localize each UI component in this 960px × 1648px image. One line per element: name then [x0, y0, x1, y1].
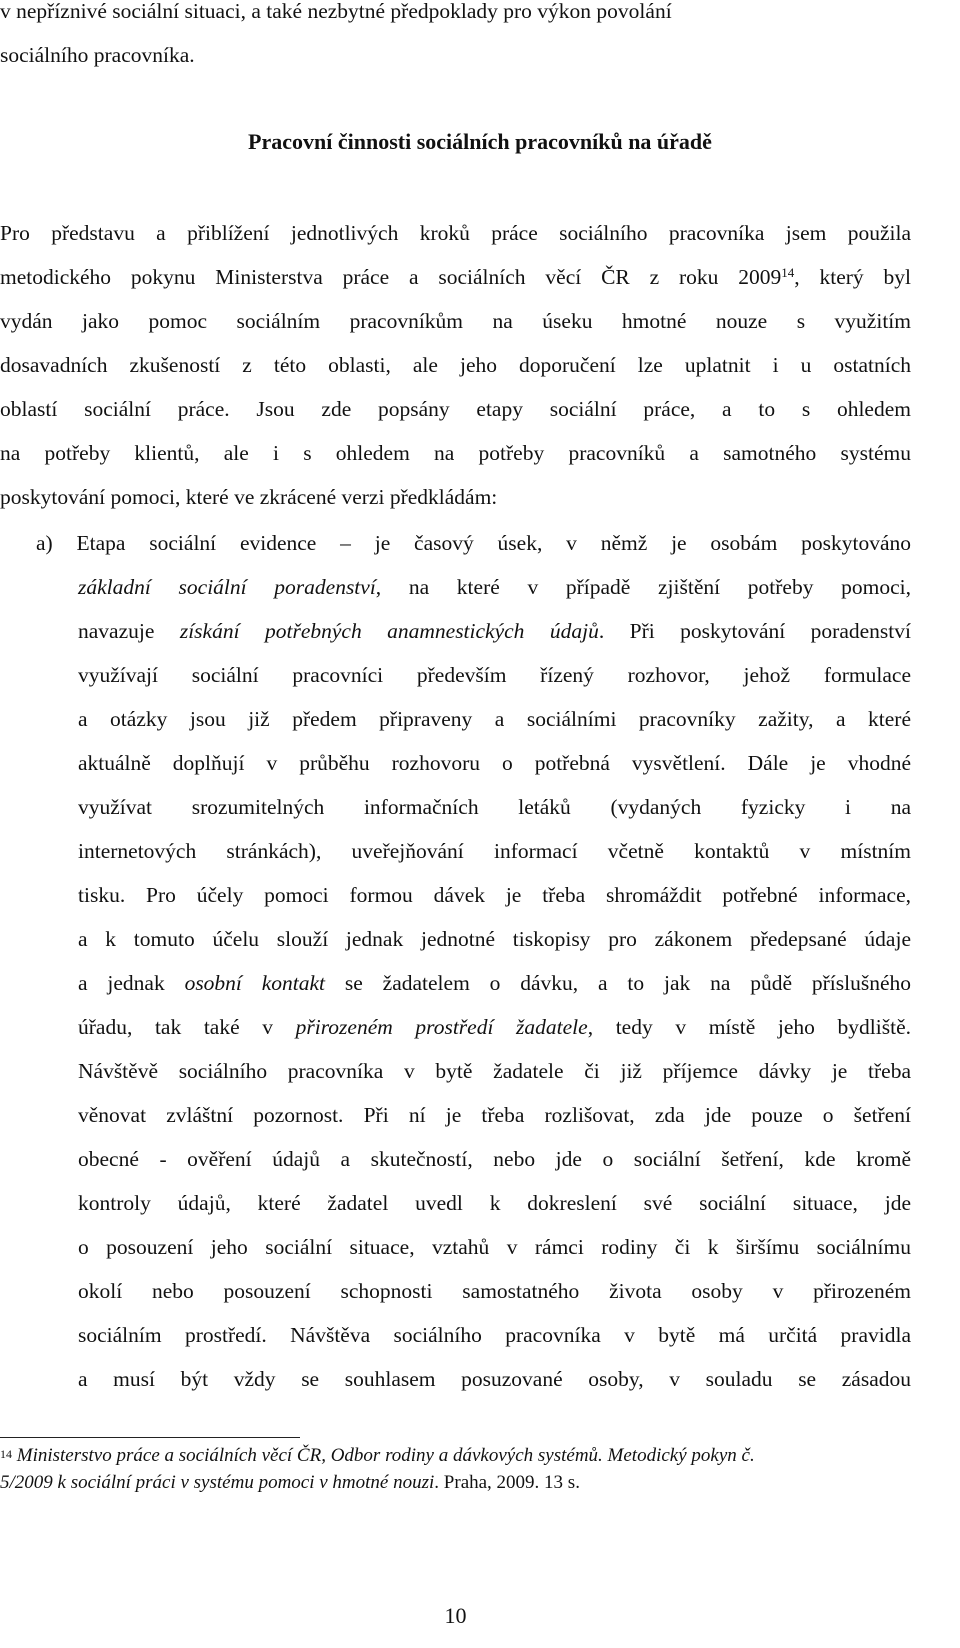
page-number: 10 [444, 1603, 467, 1628]
text-line: na potřeby klientů, ale i s ohledem na potřeby pracovníků a samotného systému [0, 441, 911, 465]
section-heading: Pracovní činnosti sociálních pracovníků na úřadě [248, 129, 712, 154]
text-line: internetových stránkách), uveřejňování informací včetně kontaktů v místním [78, 839, 911, 863]
text-line: oblastí sociální práce. Jsou zde popsány etapy sociální práce, a to s ohledem [0, 397, 911, 421]
text-line: sociálního pracovníka. [0, 43, 195, 67]
footnote-line: 5/2009 k sociální práci v systému pomoci v hmotné nouzi. Praha, 2009. 13 s. [0, 1472, 580, 1493]
text-line: sociálním prostředí. Návštěva sociálního pracovníka v bytě má určitá pravidla [78, 1323, 911, 1347]
text-line: využívat srozumitelných informačních letáků (vydaných fyzicky i na [78, 795, 911, 819]
text-line: tisku. Pro účely pomoci formou dávek je třeba shromáždit potřebné informace, [78, 883, 911, 907]
text-line: a k tomuto účelu slouží jednak jednotné tiskopisy pro zákonem předepsané údaje [78, 927, 911, 951]
text-line: Pro představu a přiblížení jednotlivých kroků práce sociálního pracovníka jsem použila [0, 221, 911, 245]
footnote-line: $^{14}$ Ministerstvo práce a sociálních věcí ČR, Odbor rodiny a dávkových systémů. Metodický pokyn č. [0, 1445, 755, 1466]
footnote-divider [0, 1437, 300, 1438]
footnote-ref: 14 [781, 265, 795, 280]
text-line: a musí být vždy se souhlasem posuzované osoby, v souladu se zásadou [78, 1367, 911, 1391]
text-line: vydán jako pomoc sociálním pracovníkům na úseku hmotné nouze s využitím [0, 309, 911, 333]
text-line: využívají sociální pracovníci především řízený rozhovor, jehož formulace [78, 663, 911, 687]
text-line: aktuálně doplňují v průběhu rozhovoru o potřebná vysvětlení. Dále je vhodné [78, 751, 911, 775]
text-line: poskytování pomoci, které ve zkrácené verzi předkládám: [0, 485, 498, 509]
text-line: věnovat zvláštní pozornost. Při ní je třeba rozlišovat, zda jde pouze o šetření [78, 1103, 911, 1127]
text-line: a otázky jsou již předem připraveny a sociálními pracovníky zažity, a které [78, 707, 911, 731]
text-line: v nepříznivé sociální situaci, a také nezbytné předpoklady pro výkon povolání [0, 0, 672, 23]
text-line: kontroly údajů, které žadatel uvedl k dokreslení své sociální situace, jde [78, 1191, 911, 1215]
text-line: o posouzení jeho sociální situace, vztahů v rámci rodiny či k širšímu sociálnímu [78, 1235, 911, 1259]
text-line: navazuje získání potřebných anamnestických údajů. Při poskytování poradenství [78, 619, 911, 643]
footnote-number: 14 [0, 1447, 12, 1461]
text-line: okolí nebo posouzení schopnosti samostatného života osoby v přirozeném [78, 1279, 911, 1303]
text-line: úřadu, tak také v přirozeném prostředí žadatele, tedy v místě jeho bydliště. [78, 1015, 911, 1039]
text-line: obecné - ověření údajů a skutečností, nebo jde o sociální šetření, kde kromě [78, 1147, 911, 1171]
list-item-a: a) Etapa sociální evidence – je časový úsek, v němž je osobám poskytováno [36, 531, 911, 555]
text-line: dosavadních zkušeností z této oblasti, ale jeho doporučení lze uplatnit i u ostatních [0, 353, 911, 377]
text-line: metodického pokynu Ministerstva práce a sociálních věcí ČR z roku 2009$^{14}$, který byl [0, 265, 911, 289]
text-line: Návštěvě sociálního pracovníka v bytě žadatele či již příjemce dávky je třeba [78, 1059, 911, 1083]
text-line: a jednak osobní kontakt se žadatelem o dávku, a to jak na půdě příslušného [78, 971, 912, 995]
text-line: základní sociální poradenství, na které v případě zjištění potřeby pomoci, [78, 575, 911, 599]
